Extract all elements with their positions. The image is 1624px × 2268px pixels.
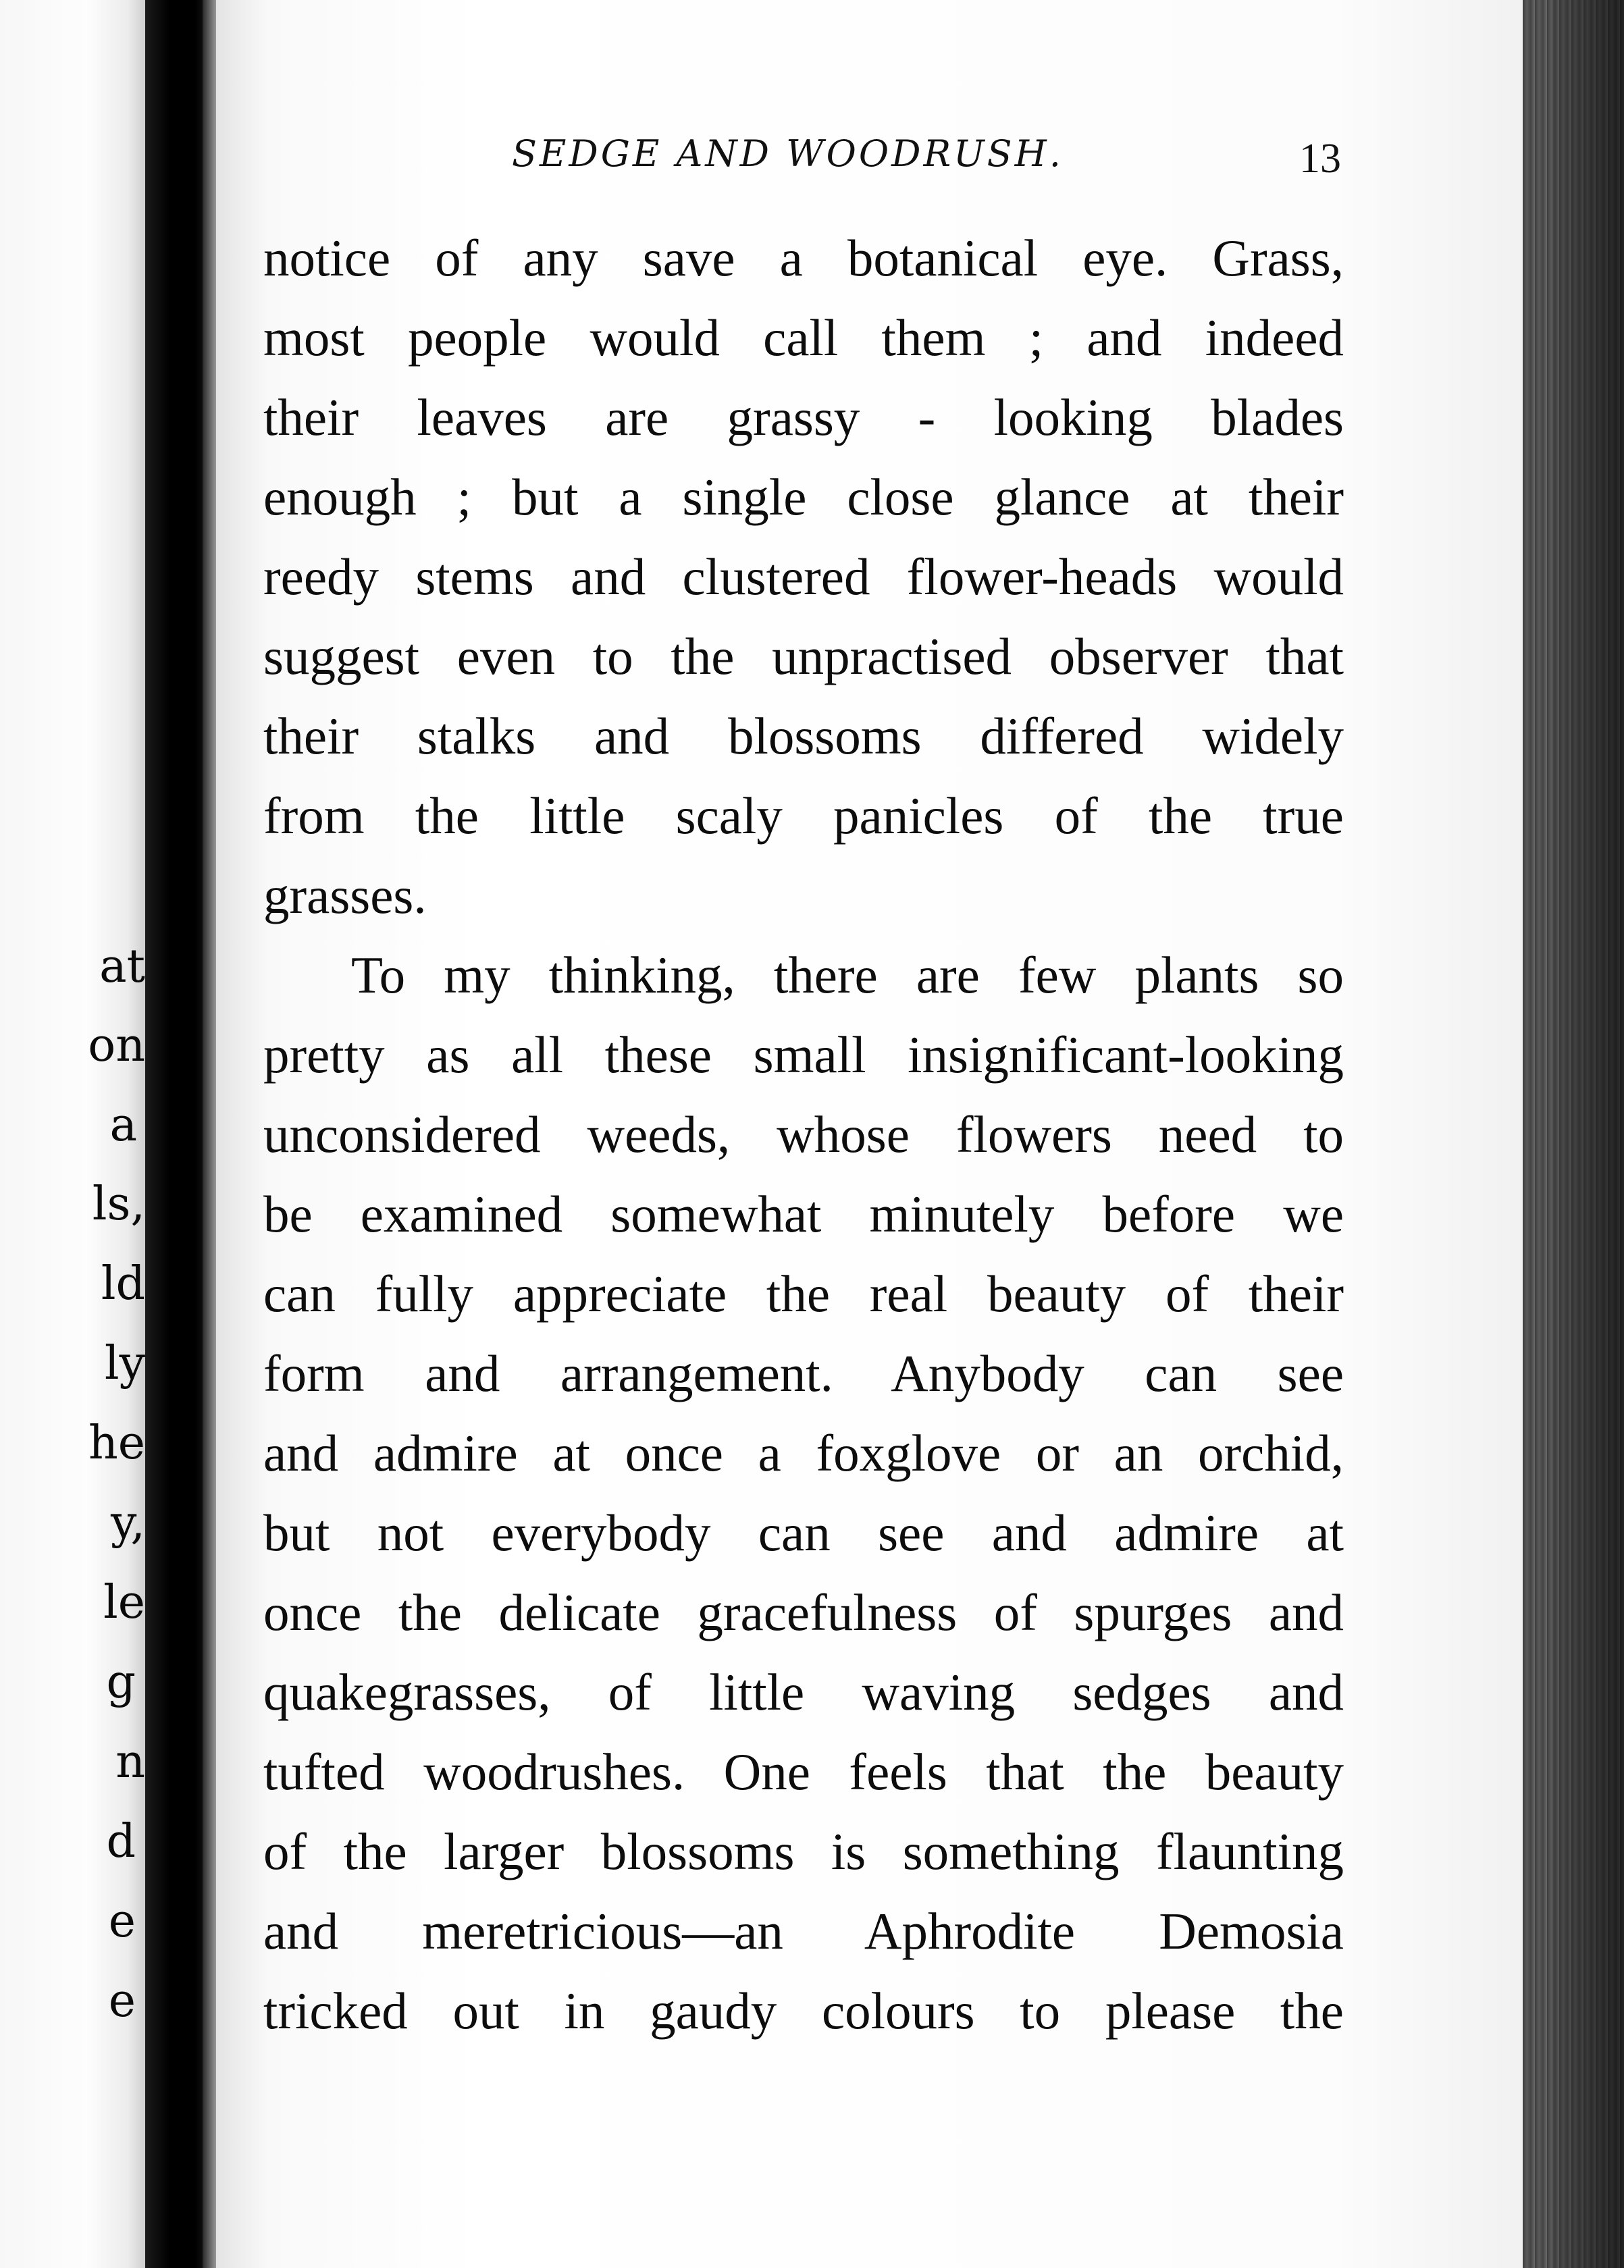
text-line: and meretricious—an Aphrodite Demosia [263,1902,1344,1960]
facing-page-fragment: y, [111,1496,145,1550]
text-line: most people would call them ; and indeed [263,309,1344,367]
text-line: To my thinking, there are few plants so [351,946,1344,1004]
facing-page-fragment: le [103,1576,145,1629]
text-line: but not everybody can see and admire at [263,1504,1344,1562]
text-line: once the delicate gracefulness of spurges and [263,1583,1344,1641]
facing-page-fragment: ly [104,1337,145,1390]
text-line: tufted woodrushes. One feels that the beauty [263,1743,1344,1801]
text-line: can fully appreciate the real beauty of their [263,1265,1344,1323]
text-line: reedy stems and clustered flower-heads would [263,548,1344,606]
facing-page-fragment: g [106,1656,136,1709]
facing-page-fragment: a [109,1099,137,1152]
page-number: 13 [1299,136,1341,182]
facing-page-fragment: ls, [92,1178,145,1231]
text-line: tricked out in gaudy colours to please the [263,1982,1344,2040]
text-line: grasses. [263,866,427,924]
text-line: unconsidered weeds, whose flowers need to [263,1105,1344,1163]
text-line: pretty as all these small insignificant-looking [263,1026,1344,1084]
text-line: enough ; but a single close glance at their [263,468,1344,526]
facing-page-fragment: he [88,1417,145,1470]
facing-page-fragment: at [99,940,145,993]
running-head-title: SEDGE AND WOODRUSH. [512,132,1064,175]
facing-page-fragment: n [115,1735,145,1789]
facing-page-fragment: on [88,1019,145,1072]
text-line: suggest even to the unpractised observer that [263,627,1344,685]
text-line: notice of any save a botanical eye. Grass, [263,229,1344,287]
facing-page-fragment: d [106,1815,136,1868]
facing-page-fragment: e [108,1895,136,1948]
text-line: and admire at once a foxglove or an orchid, [263,1424,1344,1482]
text-line: their leaves are grassy - looking blades [263,388,1344,446]
text-line: their stalks and blossoms differed widely [263,707,1344,765]
text-line: quakegrasses, of little waving sedges and [263,1663,1344,1721]
page-stack-shadow [1553,0,1624,2268]
facing-page-fragment: ld [101,1257,145,1311]
text-line: of the larger blossoms is something flaunting [263,1822,1344,1880]
text-line: form and arrangement. Anybody can see [263,1344,1344,1402]
text-line: be examined somewhat minutely before we [263,1185,1344,1243]
facing-page-fragment: e [108,1974,136,2028]
text-line: from the little scaly panicles of the true [263,787,1344,845]
facing-page-edge [0,0,145,2268]
